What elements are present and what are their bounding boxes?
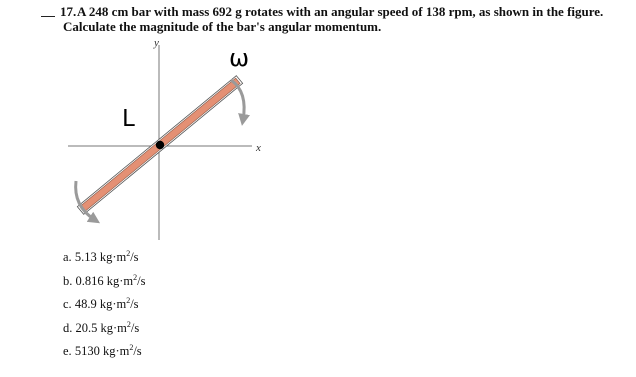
x-axis-label: x [256, 142, 261, 154]
answer-letter: a. [63, 250, 72, 264]
answer-value: 48.9 kg·m [74, 297, 127, 311]
answer-choice-c[interactable] [63, 293, 145, 317]
y-axis-label: y [154, 37, 159, 49]
answer-unit-tail: /s [130, 297, 139, 311]
answer-unit-tail: /s [137, 273, 146, 288]
question-text-line2: Calculate the magnitude of the bar's angular momentum. [63, 19, 382, 34]
answer-letter: c. [63, 297, 72, 311]
answer-value: 5.13 kg·m [74, 250, 127, 264]
pivot-dot [156, 141, 164, 149]
answer-value: 20.5 kg·m [75, 320, 127, 335]
answer-letter: b. [63, 273, 73, 288]
answer-exponent: 2 [126, 296, 131, 305]
answer-letter: d. [63, 320, 73, 335]
omega-label: ω [229, 44, 250, 72]
question-text-line1: A 248 cm bar with mass 692 g rotates with an angular speed of 138 rpm, as shown in the figure. [77, 4, 604, 19]
answer-choice-d[interactable] [63, 317, 145, 341]
answer-exponent: 2 [133, 272, 138, 282]
answer-unit-tail: /s [130, 250, 139, 264]
answer-exponent: 2 [126, 249, 131, 258]
answer-value: 0.816 kg·m [75, 273, 134, 288]
answer-choice-e[interactable] [63, 340, 145, 364]
answer-exponent: 2 [126, 319, 131, 329]
L-label: L [122, 106, 135, 132]
answer-unit-tail: /s [133, 344, 142, 358]
answer-unit-tail: /s [130, 320, 140, 335]
answer-exponent: 2 [129, 343, 134, 352]
answer-choice-a[interactable] [63, 246, 145, 270]
question-number: 17. [60, 4, 77, 19]
answer-choices [63, 246, 145, 364]
answer-value: 5130 kg·m [74, 344, 130, 358]
answer-letter: e. [63, 344, 72, 358]
answer-choice-b[interactable] [63, 270, 145, 294]
